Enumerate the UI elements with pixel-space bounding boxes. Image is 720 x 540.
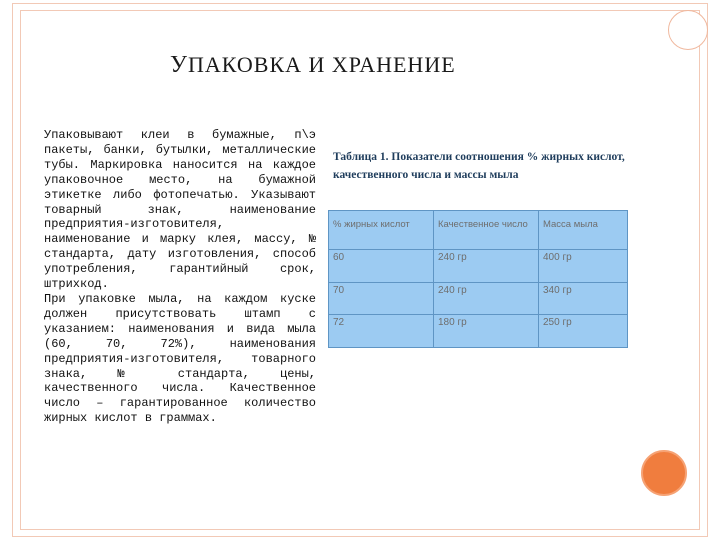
cell-quality-number: 240 гр xyxy=(434,282,539,315)
table-header-row xyxy=(329,211,628,250)
cell-soap-mass: 250 гр xyxy=(539,315,628,348)
paragraph-packaging: Упаковывают клеи в бумажные, п\э пакеты, банки, бутылки, металлические тубы. Маркировка наносится на каждое упаковочное место, на бумажной этикетке либо фотопечатью. Указывают товарный знак, наименование предприятия-изготовителя, наименование и марку клея, массу, № стандарта, дату изготовления, способ употребления, гарантийный срок, штрихкод. xyxy=(44,128,316,292)
cell-fatty-acids: 60 xyxy=(329,250,434,283)
cell-quality-number: 180 гр xyxy=(434,315,539,348)
soap-table xyxy=(328,210,628,348)
header-fatty-acids: % жирных кислот xyxy=(329,211,434,250)
cell-soap-mass: 340 гр xyxy=(539,282,628,315)
header-quality-number: Качественное число xyxy=(434,211,539,250)
cell-fatty-acids: 70 xyxy=(329,282,434,315)
cell-soap-mass: 400 гр xyxy=(539,250,628,283)
cell-quality-number: 240 гр xyxy=(434,250,539,283)
title-rest: ПАКОВКА И ХРАНЕНИЕ xyxy=(188,52,456,77)
title-first-letter: У xyxy=(170,52,188,78)
decorative-circle-bottom-icon xyxy=(641,450,687,496)
table-row xyxy=(329,282,628,315)
header-soap-mass: Масса мыла xyxy=(539,211,628,250)
decorative-circle-top-icon xyxy=(668,10,708,50)
slide-title xyxy=(170,52,456,79)
cell-fatty-acids: 72 xyxy=(329,315,434,348)
table-caption: Таблица 1. Показатели соотношения % жирных кислот, качественного числа и массы мыла xyxy=(333,151,625,181)
table-row xyxy=(329,250,628,283)
body-text xyxy=(44,128,316,426)
table-row xyxy=(329,315,628,348)
paragraph-soap: При упаковке мыла, на каждом куске должен присутствовать штамп с указанием: наименования и вида мыла (60, 70, 72%), наименования предприятия-изготовителя, товарного знака, № стандарта, цены, качественного числа. Качественное число – гарантированное количество жирных кислот в граммах. xyxy=(44,291,316,426)
